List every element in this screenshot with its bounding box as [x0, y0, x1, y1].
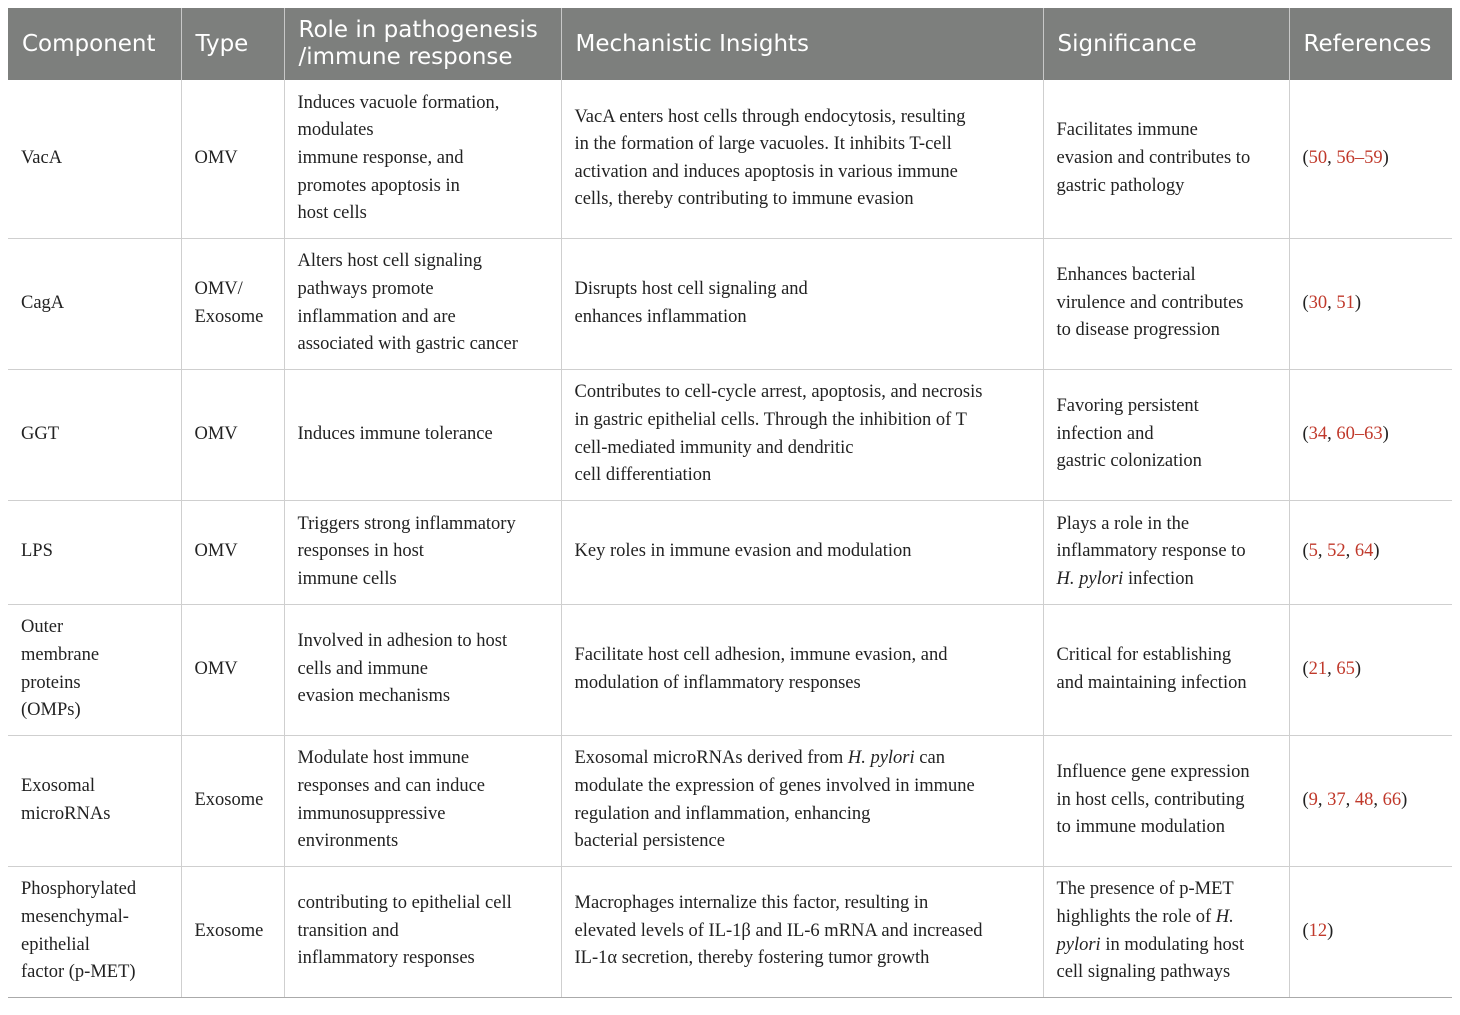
reference-link[interactable]: 12 [1308, 920, 1328, 941]
table-row [8, 500, 1452, 604]
cell-role: Involved in adhesion to host cells and immune evasion mechanisms [284, 604, 561, 735]
header-type: Type [181, 8, 284, 80]
cell-significance: Favoring persistent infection and gastric colonization [1043, 369, 1289, 500]
reference-link[interactable]: 5 [1308, 541, 1318, 562]
reference-link[interactable]: 52 [1327, 541, 1346, 562]
header-role: Role in pathogenesis /immune response [284, 8, 561, 80]
cell-type: OMV [181, 369, 284, 500]
cell-significance: Enhances bacterial virulence and contributes to disease progression [1043, 238, 1289, 369]
table-container [8, 8, 1452, 998]
cell-role: contributing to epithelial cell transition and inflammatory responses [284, 866, 561, 997]
reference-link[interactable]: 48 [1354, 789, 1374, 810]
cell-mechanism: VacA enters host cells through endocytosis, resulting in the formation of large vacuoles. It inhibits T-cell activation and induces apoptosis in various immune cells, thereby contributing to immune evasion [561, 80, 1043, 238]
table-row [8, 866, 1452, 997]
significance-text: infection [1123, 568, 1194, 589]
header-references: References [1289, 8, 1452, 80]
cell-references: (30, 51) [1289, 238, 1452, 369]
reference-link[interactable]: 66 [1382, 789, 1402, 810]
significance-text: The presence of p-MET highlights the role of [1056, 879, 1234, 927]
significance-text: in modulating host cell signaling pathways [1056, 934, 1245, 983]
data-table [8, 8, 1452, 998]
cell-type: Exosome [181, 866, 284, 997]
cell-references: (50, 56–59) [1289, 80, 1452, 238]
cell-references: (34, 60–63) [1289, 369, 1452, 500]
cell-component: LPS [8, 500, 181, 604]
cell-component: VacA [8, 80, 181, 238]
cell-type: Exosome [181, 735, 284, 866]
reference-link[interactable]: 34 [1308, 423, 1328, 444]
table-row [8, 369, 1452, 500]
species-name: H. pylori [1056, 568, 1124, 589]
header-significance: Significance [1043, 8, 1289, 80]
header-component: Component [8, 8, 181, 80]
reference-link[interactable]: 9 [1308, 789, 1318, 810]
cell-role: Induces vacuole formation, modulates immune response, and promotes apoptosis in host cells [284, 80, 561, 238]
cell-references: (12) [1289, 866, 1452, 997]
cell-mechanism: Key roles in immune evasion and modulation [561, 500, 1043, 604]
table-row [8, 238, 1452, 369]
cell-significance [1043, 866, 1289, 997]
species-name: H. pylori [847, 748, 915, 769]
cell-references: (5, 52, 64) [1289, 500, 1452, 604]
cell-role: Modulate host immune responses and can induce immunosuppressive environments [284, 735, 561, 866]
cell-significance: Critical for establishing and maintaining infection [1043, 604, 1289, 735]
cell-component: Outer membrane proteins (OMPs) [8, 604, 181, 735]
cell-type: OMV [181, 500, 284, 604]
cell-role: Triggers strong inflammatory responses in host immune cells [284, 500, 561, 604]
table-row [8, 80, 1452, 238]
cell-references: (21, 65) [1289, 604, 1452, 735]
cell-role: Alters host cell signaling pathways promote inflammation and are associated with gastric cancer [284, 238, 561, 369]
cell-type: OMV [181, 604, 284, 735]
reference-link[interactable]: 60–63 [1336, 423, 1383, 444]
cell-significance: Facilitates immune evasion and contributes to gastric pathology [1043, 80, 1289, 238]
cell-mechanism: Facilitate host cell adhesion, immune evasion, and modulation of inflammatory responses [561, 604, 1043, 735]
cell-mechanism: Contributes to cell-cycle arrest, apoptosis, and necrosis in gastric epithelial cells. Through the inhibition of T cell-mediated immunity and dendritic cell differentiation [561, 369, 1043, 500]
cell-references: (9, 37, 48, 66) [1289, 735, 1452, 866]
reference-link[interactable]: 30 [1308, 292, 1328, 313]
species-name: H. pylori [1056, 906, 1234, 955]
cell-role: Induces immune tolerance [284, 369, 561, 500]
cell-component: CagA [8, 238, 181, 369]
cell-significance: Influence gene expression in host cells, contributing to immune modulation [1043, 735, 1289, 866]
cell-component: GGT [8, 369, 181, 500]
reference-link[interactable]: 50 [1308, 147, 1328, 168]
reference-link[interactable]: 56–59 [1336, 147, 1383, 168]
cell-mechanism: Disrupts host cell signaling and enhances inflammation [561, 238, 1043, 369]
cell-type: OMV [181, 80, 284, 238]
header-mechanism: Mechanistic Insights [561, 8, 1043, 80]
cell-mechanism: Macrophages internalize this factor, resulting in elevated levels of IL-1β and IL-6 mRNA and increased IL-1α secretion, thereby fostering tumor growth [561, 866, 1043, 997]
mechanism-text: can modulate the expression of genes involved in immune regulation and inflammation, enhancing bacterial persistence [574, 748, 975, 852]
reference-link[interactable]: 51 [1336, 292, 1355, 313]
cell-component: Phosphorylated mesenchymal- epithelial factor (p-MET) [8, 866, 181, 997]
reference-link[interactable]: 64 [1354, 541, 1374, 562]
cell-significance [1043, 500, 1289, 604]
table-row [8, 735, 1452, 866]
mechanism-text: Exosomal microRNAs derived from [574, 748, 848, 769]
table-row [8, 604, 1452, 735]
cell-component: Exosomal microRNAs [8, 735, 181, 866]
header-row [8, 8, 1452, 80]
reference-link[interactable]: 65 [1336, 658, 1355, 679]
reference-link[interactable]: 37 [1327, 789, 1346, 810]
cell-type: OMV/ Exosome [181, 238, 284, 369]
cell-mechanism [561, 735, 1043, 866]
significance-text: Plays a role in the inflammatory response to [1056, 513, 1246, 562]
reference-link[interactable]: 21 [1308, 658, 1328, 679]
